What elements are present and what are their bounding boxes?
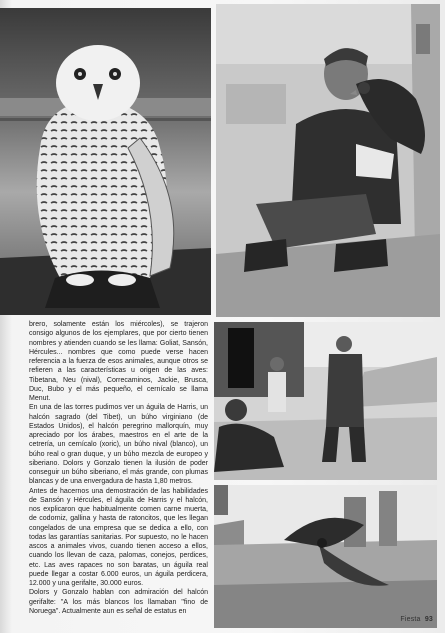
page-number: 93 <box>424 616 433 623</box>
owl-photo <box>0 8 211 315</box>
article-paragraph: Dolors y Gonzalo hablan con admiración del halcón gerifalte: "A los más blancos los llamaban "fino de Noruega". Actualmente aun es señal de estatus en <box>29 589 208 615</box>
article-text <box>29 320 208 616</box>
article-paragraph: Antes de hacernos una demostración de las habilidades de Sansón y Hércules, el águila de Harris y el halcón, nos explicaron que habitualmente comen carne muerta, de codorniz, gallina y hasta de ratoncitos, que les llegan congelados de una empresa que se dedica a ello, con todas las garantías sanitarias. Por supuesto, no le hacen ascos a animales vivos, cuando tienen acceso a ellos, cuando los llevan de caza, palomas, conejos, perdices, etc. Las aves rapaces no son baratas, un águila real puede llegar a costar 6.000 euros, un águila perdicera, 12.000 y una gerifalte, 30.000 euros. <box>29 487 208 587</box>
castle-image <box>214 485 437 628</box>
magazine-name: Fiesta <box>400 616 421 623</box>
castle-photo <box>214 485 437 628</box>
article-paragraph: En una de las torres pudimos ver un águila de Harris, un halcón sagrado (del Tibet), un búho virginiano (de Estados Unidos), el halcón peregrino mallorquín, muy apreciado por los árabes, maestros en el arte de la cetrería, un cernícalo (xoric), un búho nival (blanco), un búho real o gran duque, y un búho mezcla de europeo y siberiano. Dolors y Gonzalo tienen la ilusión de poder conseguir un búho siberiano, el más grande, con plumas blancas y de una envergadura de hasta 1,80 metros. <box>29 404 208 486</box>
people-photo <box>214 322 437 480</box>
man-hawk-image <box>216 4 440 317</box>
page-footer <box>400 616 433 623</box>
people-image <box>214 322 437 480</box>
man-hawk-photo <box>216 4 440 317</box>
article-paragraph: brero, solamente están los miércoles), se trajeron consigo algunos de los ejemplares, que por cierto tienen nombres y atienden cuando se les llama: Goliat, Sansón, Hércules... nombres que como puede verse hacen referencia a la fuerza de esos animales, aunque otros se refieren a las características u origen de las aves: Tibetana, Neu (nival), Correcaminos, Jackie, Brusca, Duc, Bubo y el más pequeño, el cernícalo se llama Menut. <box>29 321 208 402</box>
owl-image <box>0 8 211 315</box>
